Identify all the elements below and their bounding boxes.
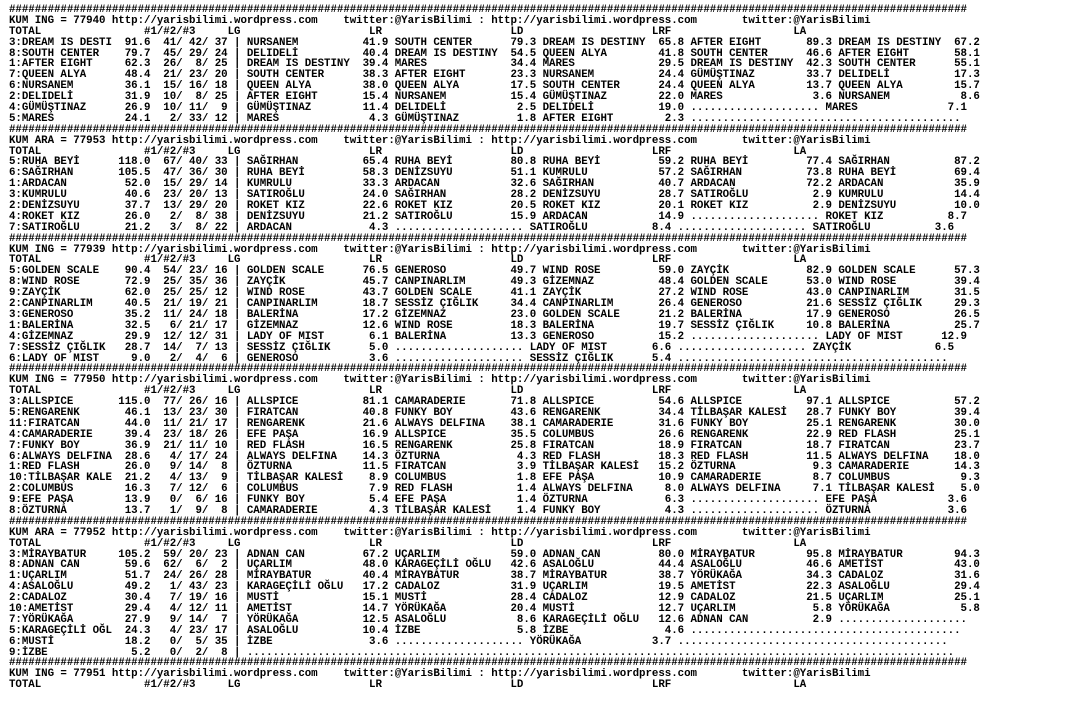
horse-row-line: 4:GÜMÜŞTINAZ 26.9 10/ 11/ 9 | GÜMÜŞTINAZ 11.4 DELIDELİ 2.5 DELIDELİ 19.0 .................... MARES 7.1: [9, 102, 967, 115]
horse-row-line: 9:EFE PAŞA 13.9 0/ 6/ 16 | FUNKY BOY 5.4 EFE PAŞA 1.4 ÖZTURNA 6.3 .................... EFE PAŞA 3.6: [9, 494, 967, 507]
horse-row-line: 3:GENEROSO 35.2 11/ 24/ 18 | BALERİNA 17.2 GİZEMNAZ 23.0 GOLDEN SCALE 21.2 BALERİNA 17.9 GENEROSO 26.5: [9, 308, 980, 321]
race-header-line: KUM ING = 77951 http://yarisbilimi.wordpress.com twitter:@YarisBilimi : http://yarisbilimi.wordpress.com twitter:@YarisBilimi: [9, 668, 871, 681]
race-header-line: KUM ING = 77940 http://yarisbilimi.wordpress.com twitter:@YarisBilimi : http://yarisbilimi.wordpress.com twitter:@YarisBilimi: [9, 14, 871, 27]
separator-line: #####################################################################################################################################################: [9, 657, 967, 670]
column-header-line: TOTAL #1/#2/#3 LG LR LD LRF LA: [9, 145, 807, 158]
separator-line: #####################################################################################################################################################: [9, 123, 967, 136]
horse-row-line: 4:ROKET KIZ 26.0 2/ 8/ 38 | DENİZSUYU 21.2 SATIROĞLU 15.9 ARDACAN 14.9 .................... ROKET KIZ 8.7: [9, 210, 967, 223]
horse-row-line: 6:LADY OF MIST 9.0 2/ 4/ 6 | GENEROSO 3.6 .................... SESSİZ ÇIĞLIK 5.4 ..........................................: [9, 352, 948, 365]
race-header-line: KUM ARA = 77953 http://yarisbilimi.wordpress.com twitter:@YarisBilimi : http://yarisbilimi.wordpress.com twitter:@YarisBilimi: [9, 134, 871, 147]
horse-row-line: 8:WIND ROSE 72.9 25/ 35/ 36 | ZAYÇİK 45.7 CANPINARLIM 49.3 GİZEMNAZ 48.4 GOLDEN SCALE 53.0 WIND ROSE 39.4: [9, 276, 980, 289]
horse-row-line: 11:FIRATCAN 44.0 11/ 21/ 17 | RENGARENK 21.6 ALWAYS DELFINA 38.1 CAMARADERIE 31.6 FUNKY BOY 25.1 RENGARENK 30.0: [9, 417, 980, 430]
horse-row-line: 6:NURSANEM 36.1 15/ 16/ 18 | QUEEN ALYA 38.0 QUEEN ALYA 17.5 SOUTH CENTER 24.4 QUEEN ALYA 13.7 QUEEN ALYA 15.7: [9, 80, 980, 93]
horse-row-line: 5:GOLDEN SCALE 90.4 54/ 23/ 16 | GOLDEN SCALE 76.5 GENEROSO 49.7 WIND ROSE 59.0 ZAYÇİK 82.9 GOLDEN SCALE 57.3: [9, 265, 980, 278]
horse-row-line: 2:CADALOZ 30.4 7/ 19/ 16 | MUSTİ 15.1 MUSTİ 28.4 CADALOZ 12.9 CADALOZ 21.5 UÇARLIM 25.1: [9, 592, 980, 605]
horse-row-line: 2:DENİZSUYU 37.7 13/ 29/ 20 | ROKET KIZ 22.6 ROKET KIZ 20.5 ROKET KIZ 20.1 ROKET KIZ 2.9 DENİZSUYU 10.0: [9, 200, 980, 213]
race-header-line: KUM ING = 77939 http://yarisbilimi.wordpress.com twitter:@YarisBilimi : http://yarisbilimi.wordpress.com twitter:@YarisBilimi: [9, 243, 871, 256]
horse-row-line: 3:DREAM IS DESTI 91.6 41/ 42/ 37 | NURSANEM 41.9 SOUTH CENTER 79.3 DREAM IS DESTINY 65.8 AFTER EIGHT 89.3 DREAM IS DESTINY 67.2: [9, 36, 980, 49]
horse-row-line: 6:MUSTİ 18.2 0/ 5/ 35 | İZBE 3.6 .................... YÖRÜKAĞA 3.7 ..........................................: [9, 635, 948, 648]
horse-row-line: 5:MARES 24.1 2/ 33/ 12 | MARES 4.3 GÜMÜŞTINAZ 1.8 AFTER EIGHT 2.3 ..........................................: [9, 112, 961, 125]
horse-row-line: 6:ALWAYS DELFINA 28.6 4/ 17/ 24 | ALWAYS DELFINA 14.3 ÖZTURNA 4.3 RED FLASH 18.3 RED FLASH 11.5 ALWAYS DELFINA 18.0: [9, 450, 980, 463]
horse-row-line: 5:RUHA BEYİ 118.0 67/ 40/ 33 | SAĞIRHAN 65.4 RUHA BEYİ 80.8 RUHA BEYİ 59.2 RUHA BEYİ 77.4 SAĞIRHAN 87.2: [9, 156, 980, 169]
horse-row-line: 5:KARAGEÇİLİ OĞL 24.3 4/ 23/ 17 | ASALOĞLU 10.4 İZBE 5.8 İZBE 4.6 ..........................................: [9, 624, 961, 637]
column-header-line: TOTAL #1/#2/#3 LG LR LD LRF LA: [9, 385, 807, 398]
separator-line: #####################################################################################################################################################: [9, 515, 967, 528]
horse-row-line: 1:AFTER EIGHT 62.3 26/ 8/ 25 | DREAM IS DESTINY 39.4 MARES 34.4 MARES 29.5 DREAM IS DESTINY 42.3 SOUTH CENTER 55.1: [9, 58, 980, 71]
horse-row-line: 2:CANPINARLIM 40.5 21/ 19/ 21 | CANPINARLIM 18.7 SESSİZ ÇIĞLIK 34.4 CANPINARLIM 26.4 GENEROSO 21.6 SESSİZ ÇIĞLIK 29.3: [9, 298, 980, 311]
horse-row-line: 5:RENGARENK 46.1 13/ 23/ 30 | FIRATCAN 40.8 FUNKY BOY 43.6 RENGARENK 34.4 TİLBAŞAR KALESİ 28.7 FUNKY BOY 39.4: [9, 406, 980, 419]
horse-row-line: 7:SATIROĞLU 21.2 3/ 8/ 22 | ARDACAN 4.3 .................... SATIROĞLU 8.4 .................... SATIROĞLU 3.6: [9, 221, 955, 234]
horse-row-line: 7:SESSİZ ÇIĞLIK 28.7 14/ 7/ 13 | SESSİZ ÇIĞLIK 5.0 .................... LADY OF MIST 6.6 .................... ZAYÇİK 6.5: [9, 341, 955, 354]
race-header-line: KUM ARA = 77952 http://yarisbilimi.wordpress.com twitter:@YarisBilimi : http://yarisbilimi.wordpress.com twitter:@YarisBilimi: [9, 526, 871, 539]
horse-row-line: 10:TİLBAŞAR KALE 21.2 4/ 13/ 9 | TİLBAŞAR KALESİ 8.9 COLUMBUS 1.8 EFE PAŞA 10.9 CAMARADERIE 8.7 COLUMBUS 9.3: [9, 472, 980, 485]
horse-row-line: 8:SOUTH CENTER 79.7 45/ 29/ 24 | DELIDELİ 40.4 DREAM IS DESTINY 54.5 QUEEN ALYA 41.8 SOUTH CENTER 46.6 AFTER EIGHT 58.1: [9, 47, 980, 60]
horse-row-line: 10:AMETİST 29.4 4/ 12/ 11 | AMETİST 14.7 YÖRÜKAĞA 20.4 MUSTİ 12.7 UÇARLIM 5.8 YÖRÜKAĞA 5.8: [9, 602, 980, 615]
horse-row-line: 7:QUEEN ALYA 48.4 21/ 23/ 20 | SOUTH CENTER 38.3 AFTER EIGHT 23.3 NURSANEM 24.4 GÜMÜŞTINAZ 33.7 DELIDELİ 17.3: [9, 69, 980, 82]
horse-row-line: 1:ARDACAN 52.0 15/ 29/ 14 | KUMRULU 33.3 ARDACAN 32.6 SAĞIRHAN 40.7 ARDACAN 72.2 ARDACAN 35.9: [9, 178, 980, 191]
horse-row-line: 2:COLUMBUS 16.3 7/ 12/ 6 | COLUMBUS 7.9 RED FLASH 1.4 ALWAYS DELFINA 8.0 ALWAYS DELFINA 7.1 TİLBAŞAR KALESİ 5.0: [9, 483, 980, 496]
horse-row-line: 1:UÇARLIM 51.7 24/ 26/ 28 | MİRAYBATUR 40.4 MİRAYBATUR 38.7 MİRAYBATUR 38.7 YÖRÜKAĞA 34.3 CADALOZ 31.6: [9, 570, 980, 583]
separator-line: #####################################################################################################################################################: [9, 363, 967, 376]
horse-row-line: 2:DELIDELİ 31.9 10/ 8/ 25 | AFTER EIGHT 15.4 NURSANEM 15.4 GÜMÜŞTINAZ 22.0 MARES 3.6 NURSANEM 8.6: [9, 91, 980, 104]
horse-row-line: 8:ÖZTURNA 13.7 1/ 9/ 8 | CAMARADERIE 4.3 TİLBAŞAR KALESİ 1.4 FUNKY BOY 4.3 .................... ÖZTURNA 3.6: [9, 504, 967, 517]
horse-row-line: 3:ALLSPICE 115.0 77/ 26/ 16 | ALLSPICE 81.1 CAMARADERIE 71.8 ALLSPICE 54.6 ALLSPICE 97.1 ALLSPICE 57.2: [9, 396, 980, 409]
horse-row-line: 9:ZAYÇİK 62.0 25/ 25/ 12 | WIND ROSE 43.7 GOLDEN SCALE 41.1 ZAYÇİK 27.2 WIND ROSE 43.0 CANPINARLIM 31.5: [9, 287, 980, 300]
separator-line: #####################################################################################################################################################: [9, 232, 967, 245]
horse-row-line: 4:CAMARADERIE 39.4 23/ 18/ 26 | EFE PAŞA 16.9 ALLSPICE 35.5 COLUMBUS 26.6 RENGARENK 22.9 RED FLASH 25.1: [9, 428, 980, 441]
horse-row-line: 4:ASALOĞLU 49.2 1/ 43/ 23 | KARAGEÇİLİ OĞLU 17.2 CADALOZ 31.9 UÇARLIM 19.5 AMETİST 22.3 ASALOĞLU 29.4: [9, 581, 980, 594]
horse-row-line: 4:GİZEMNAZ 29.9 12/ 12/ 31 | LADY OF MIST 6.1 BALERİNA 13.3 GENEROSO 15.2 .................... LADY OF MIST 12.9: [9, 330, 967, 343]
horse-row-line: 6:SAĞIRHAN 105.5 47/ 36/ 30 | RUHA BEYİ 58.3 DENİZSUYU 51.1 KUMRULU 57.2 SAĞIRHAN 73.8 RUHA BEYİ 69.4: [9, 167, 980, 180]
column-header-line: TOTAL #1/#2/#3 LG LR LD LRF LA: [9, 537, 807, 550]
column-header-line: TOTAL #1/#2/#3 LG LR LD LRF LA: [9, 25, 807, 38]
separator-line: #####################################################################################################################################################: [9, 4, 967, 16]
horse-row-line: 3:MİRAYBATUR 105.2 59/ 20/ 23 | ADNAN CAN 67.2 UÇARLIM 59.0 ADNAN CAN 80.0 MİRAYBATUR 95.8 MİRAYBATUR 94.3: [9, 548, 980, 561]
horse-row-line: 3:KUMRULU 40.6 23/ 20/ 13 | SATIROĞLU 24.0 SAĞIRHAN 28.2 DENİZSUYU 28.7 SATIROĞLU 2.9 KUMRULU 14.4: [9, 189, 980, 202]
horse-row-line: 1:BALERİNA 32.5 6/ 21/ 17 | GİZEMNAZ 12.6 WIND ROSE 18.3 BALERİNA 19.7 SESSİZ ÇIĞLIK 10.8 BALERİNA 25.7: [9, 319, 980, 332]
horse-row-line: 1:RED FLASH 26.0 9/ 14/ 8 | ÖZTURNA 11.5 FIRATCAN 3.9 TİLBAŞAR KALESİ 15.2 ÖZTURNA 9.3 CAMARADERIE 14.3: [9, 461, 980, 474]
race-stats-text: [9, 5, 980, 691]
race-header-line: KUM ING = 77950 http://yarisbilimi.wordpress.com twitter:@YarisBilimi : http://yarisbilimi.wordpress.com twitter:@YarisBilimi: [9, 374, 871, 387]
horse-row-line: 7:YÖRÜKAĞA 27.9 9/ 14/ 7 | YÖRÜKAĞA 12.5 ASALOĞLU 8.6 KARAGEÇİLİ OĞLU 12.6 ADNAN CAN 2.9 ....................: [9, 613, 967, 626]
horse-row-line: 7:FUNKY BOY 36.9 21/ 11/ 10 | RED FLASH 16.5 RENGARENK 25.8 FIRATCAN 18.9 FIRATCAN 18.7 FIRATCAN 23.7: [9, 439, 980, 452]
column-header-line: TOTAL #1/#2/#3 LG LR LD LRF LA: [9, 679, 807, 692]
horse-row-line: 8:ADNAN CAN 59.6 62/ 6/ 2 | UÇARLIM 48.0 KARAGEÇİLİ OĞLU 42.6 ASALOĞLU 44.4 ASALOĞLU 46.6 AMETİST 43.0: [9, 559, 980, 572]
horse-row-line: 9:İZBE 5.2 0/ 2/ 8 | ..............................................................................................................: [9, 646, 955, 659]
column-header-line: TOTAL #1/#2/#3 LG LR LD LRF LA: [9, 254, 807, 267]
